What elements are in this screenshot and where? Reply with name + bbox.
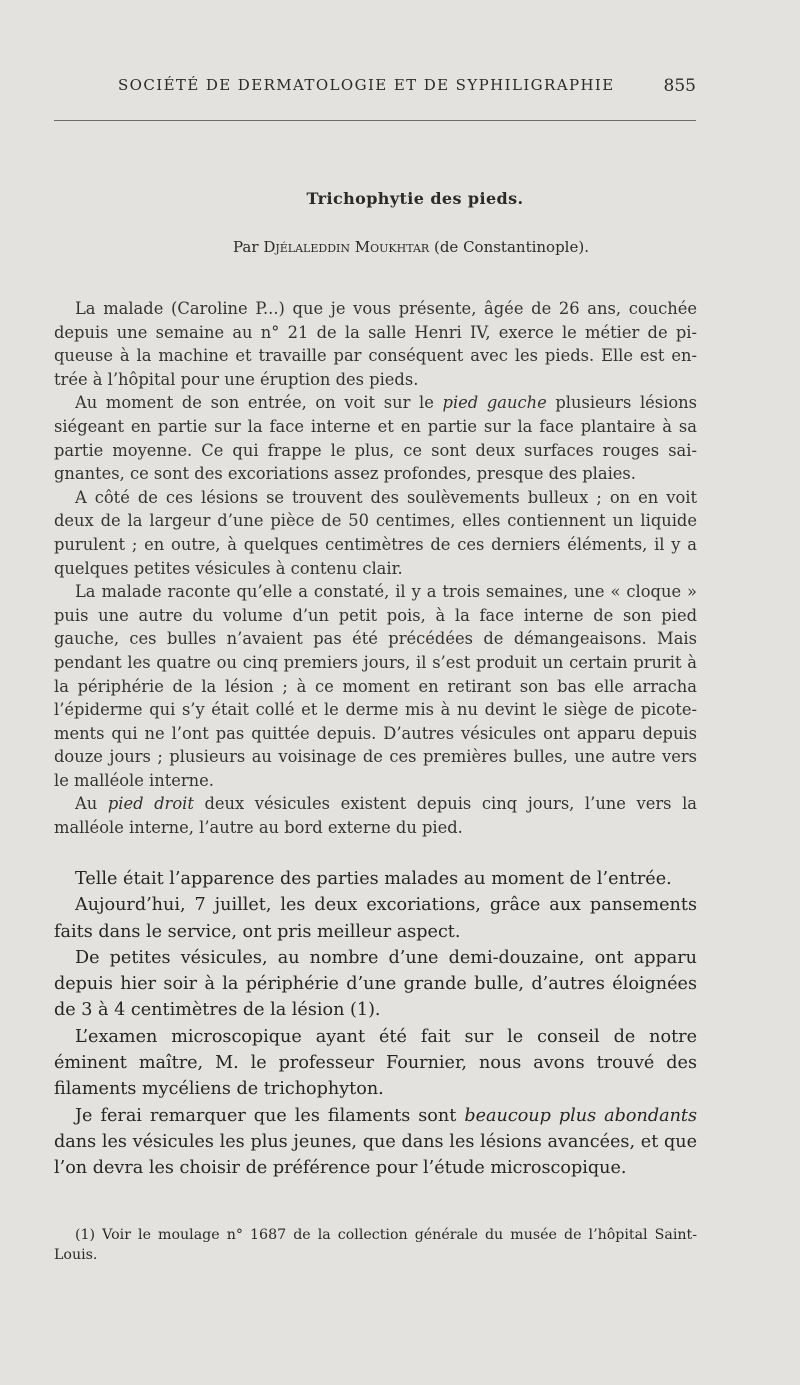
running-title: SOCIÉTÉ DE DERMATOLOGIE ET DE SYPHILIGRAPHIE — [118, 76, 615, 94]
paragraph: La malade (Caroline P...) que je vous présente, âgée de 26 ans, couchée depuis une semaine au n° 21 de la salle Henri IV, exerce le métier de piqueuse à la machine et travaille par conséquent avec les pieds. Elle est entrée à l’hôpital pour une éruption des pieds. — [54, 299, 697, 389]
byline-prefix: Par — [233, 238, 259, 256]
paragraph: Je ferai remarquer que les filaments sont beaucoup plus abondants dans les vésicules les plus jeunes, que dans les lésions avancées, et que l’on devra les choisir de préférence pour l’étude microscopique. — [54, 1105, 698, 1179]
byline-suffix: (de Constantinople). — [433, 238, 589, 256]
observations — [54, 866, 697, 1182]
footnote — [54, 1225, 697, 1265]
running-head — [118, 76, 696, 96]
byline — [0, 238, 800, 256]
paragraph: Au moment de son entrée, on voit sur le pied gauche plusieurs lésions siégeant en partie sur la face interne et en partie sur la face plantaire à sa partie moyenne. Ce qui frappe le plus, ce sont deux surfaces rouges saignantes, ce sont des excoriations assez profondes, presque des plaies. — [54, 393, 697, 484]
paragraph: De petites vésicules, au nombre d’une demi-douzaine, ont apparu depuis hier soir à la périphérie d’une grande bulle, d’autres éloignées de 3 à 4 centimètres de la lésion (1). — [54, 947, 697, 1021]
paragraph: Au pied droit deux vésicules existent depuis cinq jours, l’une vers la malléole interne, l’autre au bord externe du pied. — [54, 794, 697, 838]
footnote-text: (1) Voir le moulage n° 1687 de la collection générale du musée de l’hôpital Saint-Louis. — [54, 1227, 697, 1263]
emphasis: pied droit — [107, 794, 194, 814]
emphasis: beaucoup plus abondants — [464, 1105, 698, 1126]
paragraph: A côté de ces lésions se trouvent des soulèvements bulleux ; on en voit deux de la largeur d’une pièce de 50 centimes, elles contiennent un liquide purulent ; en outre, à quelques centimètres de ces derniers éléments, il y a quelques petites vésicules à contenu clair. — [54, 487, 697, 578]
page-number: 855 — [663, 76, 696, 96]
paragraph: L’examen microscopique ayant été fait sur le conseil de notre éminent maître, M. le professeur Fournier, nous avons trouvé des filaments mycéliens de trichophyton. — [54, 1026, 697, 1100]
paragraph: Telle était l’apparence des parties malades au moment de l’entrée. — [75, 869, 672, 889]
paragraph: La malade raconte qu’elle a constaté, il y a trois semaines, une « cloque » puis une autre du volume d’un petit pois, à la face interne de son pied gauche, ces bulles n’avaient pas été précédées de démangeaisons. Mais pendant les quatre ou cinq premiers jours, il s’est produit un certain prurit à la périphérie de la lésion ; à ce moment en retirant son bas elle arracha l’épiderme qui s’y était collé et le derme mis à nu devint le siège de picotements qui ne l’ont pas quittée depuis. D’autres vésicules ont apparu depuis douze jours ; plusieurs au voisinage de ces premières bulles, une autre vers le malléole interne. — [54, 582, 697, 790]
emphasis: pied gauche — [442, 393, 547, 413]
case-description — [54, 297, 697, 840]
paragraph: Aujourd’hui, 7 juillet, les deux excoriations, grâce aux pansements faits dans le service, ont pris meilleur aspect. — [54, 895, 697, 942]
author-name: Djélaleddin Moukhtar — [263, 238, 430, 256]
article-title: Trichophytie des pieds. — [306, 189, 524, 208]
header-rule — [54, 120, 696, 121]
